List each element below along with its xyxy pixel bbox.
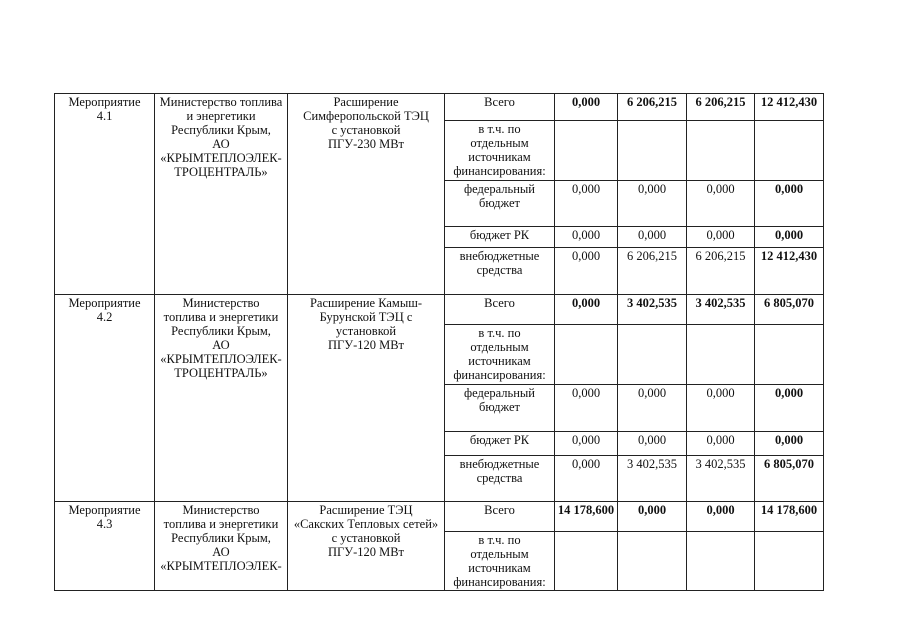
amount-cell: 12 412,430 bbox=[755, 94, 824, 121]
amount-cell: 0,000 bbox=[555, 94, 618, 121]
funding-source-label: бюджет РК bbox=[469, 228, 530, 242]
amount-cell: 6 206,215 bbox=[687, 248, 755, 295]
amount-cell bbox=[687, 121, 755, 181]
funding-source-label: в т.ч. по отдельным источникам финансирования: bbox=[453, 122, 546, 178]
description-cell-text: Расширение ТЭЦ «Сакских Тепловых сетей» с установкой ПГУ-120 МВт bbox=[293, 503, 439, 559]
amount-cell: 0,000 bbox=[755, 181, 824, 227]
funding-table bbox=[54, 93, 824, 591]
amount-cell: 6 805,070 bbox=[755, 295, 824, 325]
funding-source-cell bbox=[445, 456, 555, 502]
amount-cell: 0,000 bbox=[687, 385, 755, 432]
amount-cell: 0,000 bbox=[687, 502, 755, 532]
amount-cell: 0,000 bbox=[618, 227, 687, 248]
amount-cell: 0,000 bbox=[555, 295, 618, 325]
amount-cell: 0,000 bbox=[555, 227, 618, 248]
amount-cell: 3 402,535 bbox=[687, 295, 755, 325]
amount-cell: 6 206,215 bbox=[618, 94, 687, 121]
funding-source-label: Всего bbox=[484, 503, 515, 517]
table-row bbox=[55, 502, 824, 532]
funding-source-cell bbox=[445, 325, 555, 385]
amount-cell: 14 178,600 bbox=[555, 502, 618, 532]
funding-source-label: внебюджетные средства bbox=[459, 249, 540, 277]
amount-cell: 0,000 bbox=[555, 181, 618, 227]
funding-source-label: Всего bbox=[484, 95, 515, 109]
funding-source-label: в т.ч. по отдельным источникам финансирования: bbox=[453, 326, 546, 382]
amount-cell: 0,000 bbox=[687, 181, 755, 227]
amount-cell bbox=[618, 532, 687, 591]
description-cell-text: Расширение Симферопольской ТЭЦ с установкой ПГУ-230 МВт bbox=[303, 95, 429, 151]
description-cell bbox=[288, 502, 445, 591]
amount-cell: 0,000 bbox=[618, 502, 687, 532]
description-cell bbox=[288, 94, 445, 295]
amount-cell: 0,000 bbox=[618, 385, 687, 432]
amount-cell: 3 402,535 bbox=[618, 456, 687, 502]
funding-source-label: в т.ч. по отдельным источникам финансирования: bbox=[453, 533, 546, 589]
event-name-cell-text: Мероприятие 4.3 bbox=[68, 503, 141, 531]
table-row bbox=[55, 94, 824, 121]
event-name-cell bbox=[55, 502, 155, 591]
amount-cell bbox=[555, 121, 618, 181]
description-cell bbox=[288, 295, 445, 502]
executor-cell bbox=[155, 295, 288, 502]
amount-cell: 3 402,535 bbox=[687, 456, 755, 502]
funding-source-cell bbox=[445, 94, 555, 121]
amount-cell: 12 412,430 bbox=[755, 248, 824, 295]
amount-cell: 0,000 bbox=[555, 385, 618, 432]
amount-cell bbox=[755, 325, 824, 385]
amount-cell: 0,000 bbox=[618, 181, 687, 227]
funding-source-cell bbox=[445, 502, 555, 532]
amount-cell bbox=[555, 532, 618, 591]
amount-cell: 0,000 bbox=[555, 248, 618, 295]
amount-cell: 0,000 bbox=[687, 227, 755, 248]
amount-cell: 6 805,070 bbox=[755, 456, 824, 502]
funding-source-label: Всего bbox=[484, 296, 515, 310]
description-cell-text: Расширение Камыш- Бурунской ТЭЦ с установкой ПГУ-120 МВт bbox=[309, 296, 423, 352]
funding-source-cell bbox=[445, 248, 555, 295]
amount-cell: 14 178,600 bbox=[755, 502, 824, 532]
funding-source-label: федеральный бюджет bbox=[463, 386, 535, 414]
executor-cell-text: Министерство топлива и энергетики Республики Крым, АО «КРЫМТЕПЛОЭЛЕК- ТРОЦЕНТРАЛЬ» bbox=[159, 95, 283, 179]
amount-cell: 0,000 bbox=[555, 456, 618, 502]
event-name-cell-text: Мероприятие 4.1 bbox=[68, 95, 141, 123]
funding-source-label: бюджет РК bbox=[469, 433, 530, 447]
amount-cell: 0,000 bbox=[555, 432, 618, 456]
event-name-cell-text: Мероприятие 4.2 bbox=[68, 296, 141, 324]
amount-cell bbox=[618, 325, 687, 385]
table-row bbox=[55, 295, 824, 325]
funding-source-cell bbox=[445, 432, 555, 456]
amount-cell bbox=[687, 325, 755, 385]
amount-cell: 0,000 bbox=[755, 432, 824, 456]
funding-source-label: федеральный бюджет bbox=[463, 182, 535, 210]
amount-cell bbox=[755, 121, 824, 181]
funding-source-cell bbox=[445, 227, 555, 248]
executor-cell bbox=[155, 502, 288, 591]
funding-source-cell bbox=[445, 121, 555, 181]
amount-cell bbox=[687, 532, 755, 591]
event-name-cell bbox=[55, 295, 155, 502]
funding-source-cell bbox=[445, 181, 555, 227]
amount-cell bbox=[618, 121, 687, 181]
funding-source-cell bbox=[445, 532, 555, 591]
event-name-cell bbox=[55, 94, 155, 295]
funding-source-label: внебюджетные средства bbox=[459, 457, 540, 485]
funding-source-cell bbox=[445, 385, 555, 432]
amount-cell: 0,000 bbox=[618, 432, 687, 456]
amount-cell: 6 206,215 bbox=[618, 248, 687, 295]
amount-cell: 0,000 bbox=[755, 227, 824, 248]
executor-cell-text: Министерство топлива и энергетики Республики Крым, АО «КРЫМТЕПЛОЭЛЕК- ТРОЦЕНТРАЛЬ» bbox=[160, 296, 282, 380]
amount-cell bbox=[555, 325, 618, 385]
executor-cell bbox=[155, 94, 288, 295]
amount-cell: 0,000 bbox=[687, 432, 755, 456]
amount-cell bbox=[755, 532, 824, 591]
amount-cell: 0,000 bbox=[755, 385, 824, 432]
funding-source-cell bbox=[445, 295, 555, 325]
amount-cell: 6 206,215 bbox=[687, 94, 755, 121]
amount-cell: 3 402,535 bbox=[618, 295, 687, 325]
executor-cell-text: Министерство топлива и энергетики Республики Крым, АО «КРЫМТЕПЛОЭЛЕК- bbox=[160, 503, 282, 573]
